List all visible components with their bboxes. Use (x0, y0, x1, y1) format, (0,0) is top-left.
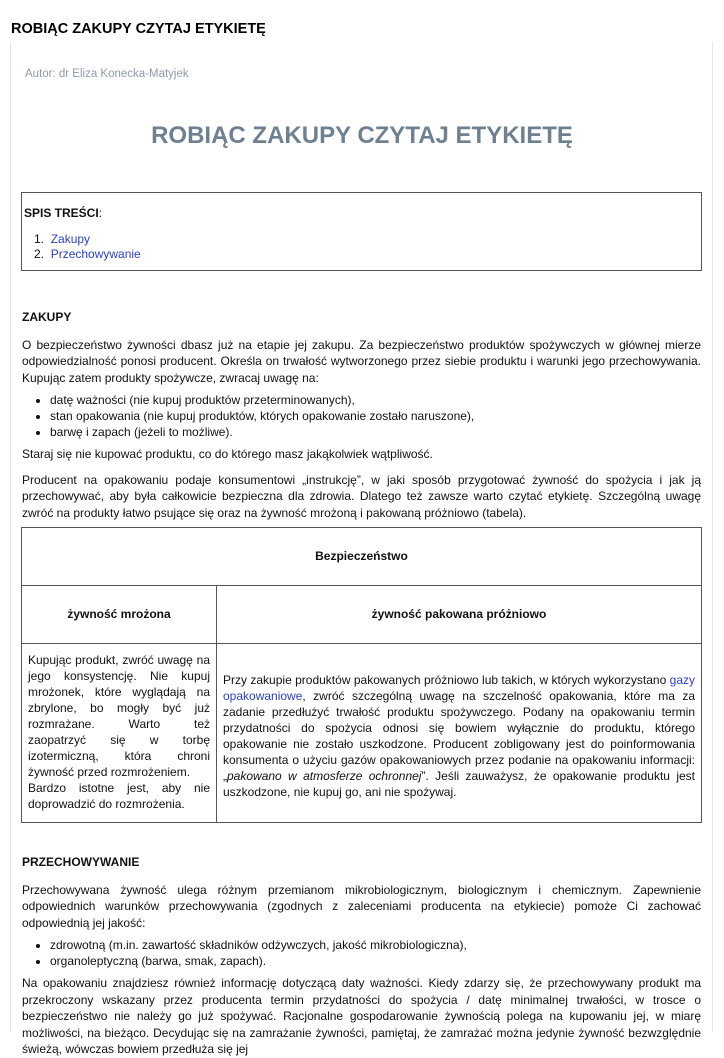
cell-text: Kupując produkt, zwróć uwagę na jego konsystencję. Nie kupuj mrożonek, które wyglądają na zbrylone, bo mogły być już rozmrażane. Warto też zaopatrzyć się w torbę izotermiczną, która chroni żywność przed rozmrożeniem. (28, 653, 210, 779)
section-przechowywanie (22, 854, 701, 1058)
safety-table (21, 527, 702, 823)
list-item: • barwę i zapach (jeżeli to możliwe). (50, 424, 701, 440)
toc-link-zakupy[interactable]: Zakupy (50, 231, 91, 246)
cell-text: , zwróć szczególną uwagę na szczelność opakowania, które ma za zadanie przedłużyć trwałość produktu spożywczego. Podany na opakowaniu termin przydatności do spożycia odnosi się bowiem wyłącznie do produktu, którego opakowanie nie zostało uszkodzone. Producent zobligowany jest do poinformowania konsumenta o użyciu gazów opakowaniowych przez podanie na opakowaniu informacji: „ (223, 689, 695, 783)
toc-item (34, 247, 701, 262)
column-header-vacuum: żywność pakowana próżniowo (217, 586, 702, 644)
cell-italic-text: pakowano w atmosferze ochronnej (227, 769, 422, 783)
author-line: Autor: dr Eliza Konecka-Matyjek (25, 68, 189, 80)
list-item: • organoleptyczną (barwa, smak, zapach). (50, 953, 701, 969)
paragraph: Staraj się nie kupować produktu, co do którego masz jakąkolwiek wątpliwość. (22, 447, 433, 461)
cell-text: ”. Jeśli zauważysz, że opakowanie produktu jest uszkodzone, nie kupuj go, ani nie spożywaj. (223, 769, 695, 799)
list-item: • stan opakowania (nie kupuj produktów, których opakowanie zostało naruszone), (50, 408, 701, 424)
toc-heading-text: SPIS TREŚCI (24, 206, 99, 220)
section-heading-zakupy: ZAKUPY (22, 310, 72, 324)
table-cell-frozen (22, 644, 217, 823)
paragraph: Przechowywana żywność ulega różnym przemianom mikrobiologicznym, biologicznym i chemicznym. Zapewnienie odpowiednich warunków przechowywania (zgodnych z zaleceniami producenta na etykiecie) pomoże Ci zachować odpowiednią jej jakość: (22, 882, 701, 930)
document-header-title: ROBIĄC ZAKUPY CZYTAJ ETYKIETĘ (11, 21, 266, 37)
column-header-frozen: żywność mrożona (22, 586, 217, 644)
toc-item (34, 232, 701, 247)
table-of-contents (21, 192, 702, 271)
list-item: • datę ważności (nie kupuj produktów przeterminowanych), (50, 392, 701, 408)
table-title: Bezpieczeństwo (22, 528, 702, 586)
section-zakupy (22, 309, 701, 521)
toc-heading-colon: : (98, 206, 103, 220)
toc-list (22, 232, 701, 262)
paragraph: Producent na opakowaniu podaje konsumentowi „instrukcję”, w jaki sposób przygotować żywność do spożycia i jak ją przechowywać, aby była całkowicie bezpieczna dla zdrowia. Dlatego też zawsze warto czytać etykietę. Szczególną uwagę zwróć na produkty łatwo psujące się oraz na żywność mrożoną i pakowaną próżniowo (tabela). (22, 472, 701, 520)
gazy-opakowaniowe-link[interactable]: gazy opakowaniowe (223, 673, 695, 703)
cell-text: Przy zakupie produktów pakowanych próżniowo lub takich, w których wykorzystano (223, 673, 670, 687)
paragraph: Na opakowaniu znajdziesz również informację dotyczącą daty ważności. Kiedy zdarzy się, że przechowywany produkt ma przekroczony wskazany przez producenta termin przydatności do spożycia / datę minimalnej trwałości, w trosce o bezpieczeństwo nie należy go już spożywać. Racjonalne gospodarowanie żywnością polega na kupowaniu jej, w miarę możliwości, na bieżąco. Decydując się na zamrażanie żywności, pamiętaj, że zamrażać można jedynie żywność bezwzględnie świeżą, wówczas bowiem przedłuża się jej (22, 976, 701, 1056)
table-cell-vacuum (217, 644, 702, 823)
section-heading-przechowywanie: PRZECHOWYWANIE (22, 855, 140, 869)
toc-item-number: 1. (34, 231, 45, 246)
bullet-list (22, 937, 701, 969)
toc-item-number: 2. (34, 246, 45, 261)
list-item: • zdrowotną (m.in. zawartość składników odżywczych, jakość mikrobiologiczna), (50, 937, 701, 953)
page-title: ROBIĄC ZAKUPY CZYTAJ ETYKIETĘ (151, 122, 573, 149)
toc-link-przechowywanie[interactable]: Przechowywanie (50, 246, 141, 261)
cell-text: Bardzo istotne jest, aby nie doprowadzić do rozmrożenia. (28, 781, 210, 811)
toc-heading (24, 205, 701, 222)
bullet-list (22, 392, 701, 440)
paragraph: O bezpieczeństwo żywności dbasz już na etapie jej zakupu. Za bezpieczeństwo produktów spożywczych w głównej mierze odpowiedzialność ponosi producent. Określa on trwałość wytworzonego przez siebie produktu i warunki jego przechowywania. Kupując zatem produkty spożywcze, zwracaj uwagę na: (22, 337, 701, 385)
